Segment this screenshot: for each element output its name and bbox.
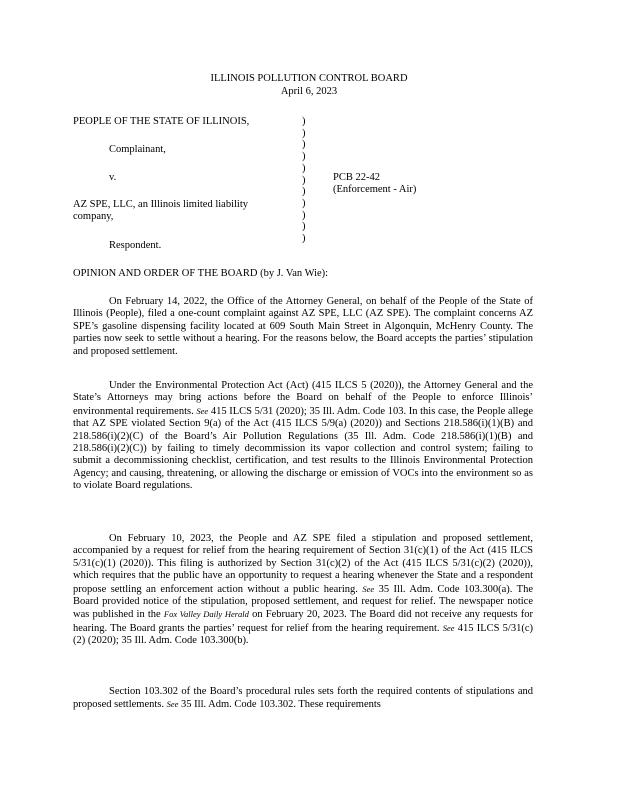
paragraph-4: Section 103.302 of the Board’s procedural rules sets forth the required contents of stipulations and proposed settlements. See 35 Ill. Adm. Code 103.302. These requirements <box>73 686 533 711</box>
paragraph-3: On February 10, 2023, the People and AZ SPE filed a stipulation and proposed settlement, accompanied by a request for relief from the hearing requirement of Section 31(c)(1) of the Act (415 ILCS 5/31(c)(1) (2020)). This filing is authorized by Section 31(c)(2) of the Act (415 ILCS 5/31(c)(2) (2020)), which requires that the public have an opportunity to request a hearing whenever the State and a respondent propose settling an enforcement action without a public hearing. See 35 Ill. Adm. Code 103.300(a). The Board provided notice of the stipulation, proposed settlement, and request for relief. The newspaper notice was published in the Fox Valley Daily Herald on February 20, 2023. The Board did not receive any requests for hearing. The Board grants the parties’ request for relief from the hearing requirement. See 415 ILCS 5/31(c)(2) (2020); 35 Ill. Adm. Code 103.300(b). <box>73 533 534 647</box>
opinion-heading: OPINION AND ORDER OF THE BOARD (by J. Van Wie): <box>73 268 329 279</box>
opinion-date: April 6, 2023 <box>280 86 338 97</box>
respondent-label: Respondent. <box>109 240 162 251</box>
newspaper-name: Fox Valley Daily Herald <box>163 609 249 620</box>
paragraph-2: Under the Environmental Protection Act (Act) (415 ILCS 5 (2020)), the Attorney General and the State’s Attorneys may bring actions before the Board on behalf of the People to enforce Illinois’ environmental requirements. See 415 ILCS 5/31 (2020); 35 Ill. Adm. Code 103. In this case, the People allege that AZ SPE violated Section 9(a) of the Act (415 ILCS 5/9(a) (2020)) and Sections 218.586(i)(1)(B) and 218.586(i)(2)(C) of the Board’s Air Pollution Regulations (35 Ill. Adm. Code 218.586(i)(1)(B) and 218.586(i)(2)(C)) by failing to timely decommission its vapor collection and control system; failing to submit a decommissioning checklist, certification, and test results to the Illinois Environmental Protection Agency; and causing, threatening, or allowing the discharge or emission of VOCs into the environment so as to violate Board regulations. <box>73 380 534 492</box>
paragraph-1: On February 14, 2022, the Office of the Attorney General, on behalf of the People of the State of Illinois (People), filed a one-count complaint against AZ SPE, LLC (AZ SPE). The complaint concerns AZ SPE’s gasoline dispensing facility located at 609 South Main Street in Algonquin, McHenry County. The parties now seek to settle without a hearing. For the reasons below, the Board accepts the parties’ stipulation and proposed settlement. <box>73 296 533 357</box>
see-signal: See <box>166 699 179 710</box>
see-signal: See <box>196 405 209 416</box>
respondent-name-line2: company, <box>73 211 114 222</box>
board-title: ILLINOIS POLLUTION CONTROL BOARD <box>210 73 408 84</box>
respondent-name-line1: AZ SPE, LLC, an Illinois limited liability <box>73 199 248 210</box>
versus-label: v. <box>109 172 117 183</box>
see-signal: See <box>442 622 455 633</box>
complainant-label: Complainant, <box>109 144 166 155</box>
plaintiff-name: PEOPLE OF THE STATE OF ILLINOIS, <box>73 116 250 127</box>
caption-parentheses: ) ) ) ) ) ) ) ) ) ) ) <box>302 116 306 245</box>
case-number: PCB 22-42 <box>333 172 380 183</box>
see-signal: See <box>362 583 375 594</box>
case-type: (Enforcement - Air) <box>333 184 417 195</box>
